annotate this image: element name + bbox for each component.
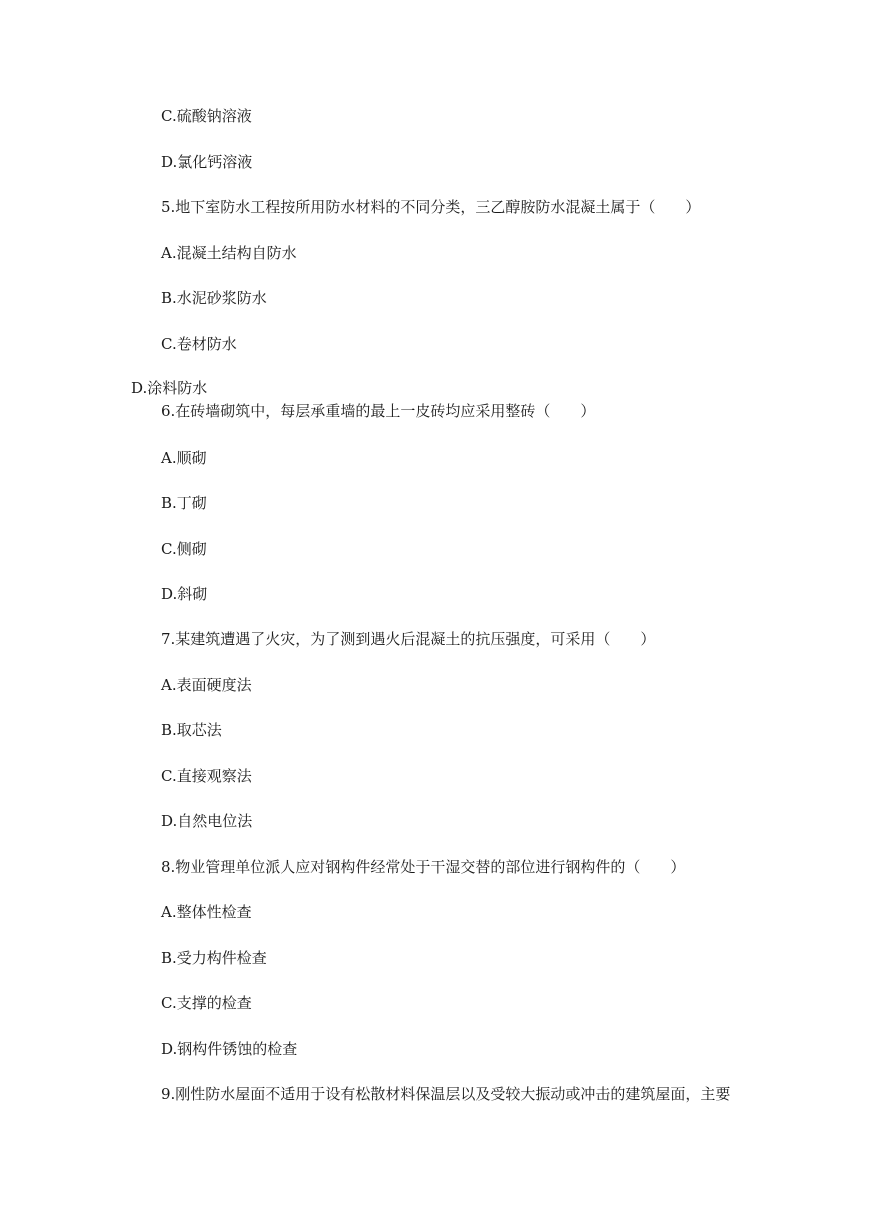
q6-option-d: D.斜砌: [161, 585, 208, 603]
q7-option-a: A.表面硬度法: [161, 676, 252, 694]
q7-option-d: D.自然电位法: [161, 812, 253, 830]
q4-option-c: C.硫酸钠溶液: [161, 107, 252, 125]
q9-stem: 9.刚性防水屋面不适用于设有松散材料保温层以及受较大振动或冲击的建筑屋面，主要: [161, 1085, 731, 1103]
q4-option-d: D.氯化钙溶液: [161, 153, 253, 171]
q8-stem: 8.物业管理单位派人应对钢构件经常处于干湿交替的部位进行钢构件的（ ）: [161, 858, 686, 876]
q8-option-b: B.受力构件检查: [161, 949, 267, 967]
q6-option-a: A.顺砌: [161, 449, 207, 467]
q7-stem: 7.某建筑遭遇了火灾，为了测到遇火后混凝土的抗压强度，可采用（ ）: [161, 630, 656, 648]
q5-option-d: D.涂料防水: [131, 379, 208, 397]
q8-option-a: A.整体性检查: [161, 903, 252, 921]
q7-option-c: C.直接观察法: [161, 767, 252, 785]
q8-option-c: C.支撑的检查: [161, 994, 252, 1012]
q5-option-b: B.水泥砂浆防水: [161, 289, 267, 307]
q8-option-d: D.钢构件锈蚀的检查: [161, 1040, 298, 1058]
q5-option-a: A.混凝土结构自防水: [161, 244, 297, 262]
q6-stem: 6.在砖墙砌筑中，每层承重墙的最上一皮砖均应采用整砖（ ）: [161, 402, 596, 420]
q5-stem: 5.地下室防水工程按所用防水材料的不同分类，三乙醇胺防水混凝土属于（ ）: [161, 198, 701, 216]
q7-option-b: B.取芯法: [161, 721, 222, 739]
q6-option-c: C.侧砌: [161, 540, 207, 558]
q6-option-b: B.丁砌: [161, 494, 207, 512]
q5-option-c: C.卷材防水: [161, 335, 237, 353]
